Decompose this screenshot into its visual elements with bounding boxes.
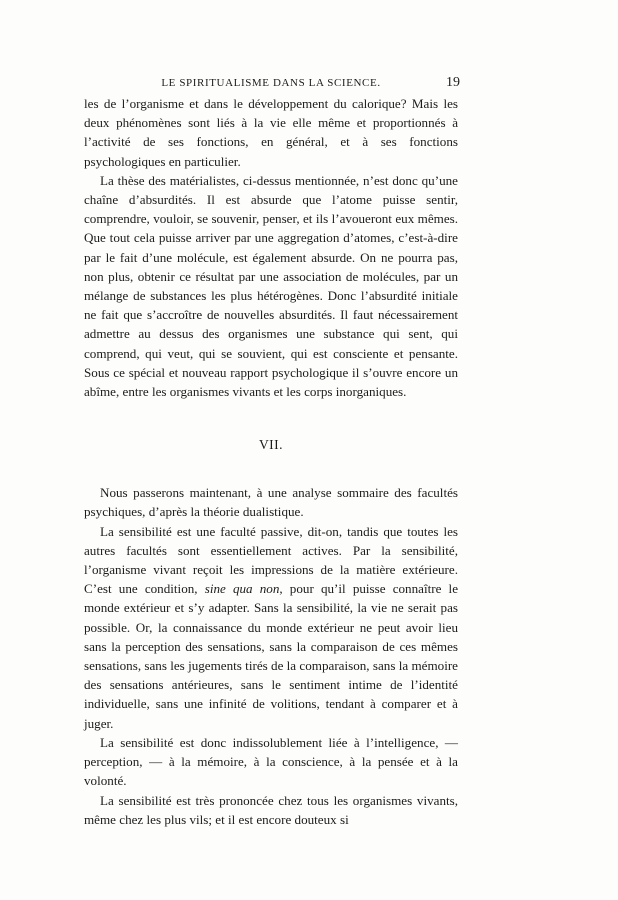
- book-page: [84, 72, 458, 829]
- paragraph-intelligence-link: La sensibilité est donc indissolublement liée à l’intelligence, — perception, — à la mémoire, à la conscience, à la pensée et à la volonté.: [84, 734, 458, 789]
- paragraph-sensibility: [84, 522, 458, 733]
- paragraph-psychic-faculties: Nous passerons maintenant, à une analyse sommaire des facultés psychiques, d’après la théorie dualistique.: [84, 485, 458, 520]
- paragraph-materialists-thesis: La thèse des matérialistes, ci-dessus mentionnée, n’est donc qu’une chaîne d’absurdités. Il est absurde que l’atome puisse sentir, comprendre, vouloir, se souvenir, penser, et ils l’avoueront eux mêmes. Que tout cela puisse arriver par une aggregation d’atomes, c’est-à-dire par le fait d’une molécule, est également absurde. On ne pourra pas, non plus, obtenir ce résultat par une association de molécules, par un mélange de substances les plus hétérogènes. Donc l’absurdité initiale ne fait que s’accroître de nouvelles absurdités. Il faut nécessairement admettre au dessus des organismes une substance qui sent, qui comprend, qui veut, qui se souvient, qui est consciente et pensante. Sous ce spécial et nouveau rapport psychologique il s’ouvre encore un abîme, entre les organismes vivants et les corps inorganiques.: [84, 172, 458, 400]
- sensibility-text-end: , pour qu’il puisse connaître le monde extérieur et s’y adapter. Sans la sensibilité, la vie ne serait pas possible. Or, la connaissance du monde extérieur ne peut avoir lieu sans la perception des sensations, sans la comparaison de ces mêmes sensations, sans les jugements tirés de la comparaison, sans la mémoire des sensations antérieures, sans le sentiment intime de l’identité individuelle, sans une infinité de volitions, tendant à comparer et à juger.: [84, 581, 459, 731]
- running-head: [84, 72, 458, 94]
- section-heading: VII.: [258, 437, 284, 453]
- page-number: 19: [446, 75, 460, 90]
- paragraph-organisms: La sensibilité est très prononcée chez tous les organismes vivants, même chez les plus vils; et il est encore douteux si: [84, 792, 458, 827]
- paragraph-continuation: les de l’organisme et dans le développement du calorique? Mais les deux phénomènes sont liés à la vie elle même et proportionnés à l’activité de ses fonctions, en général, et à ses fonctions psychologiques en particulier.: [84, 96, 458, 169]
- body-text: [84, 94, 458, 829]
- running-title: LE SPIRITUALISME DANS LA SCIENCE.: [161, 77, 381, 89]
- sensibility-text-start: La sensibilité est une faculté passive, dit-on, tandis que toutes les autres facultés sont essentiellement actives. Par la sensibilité, l’organisme vivant reçoit les impressions de la matière extérieure. C’est une condition,: [84, 523, 458, 597]
- latin-phrase: sine qua non: [204, 581, 280, 597]
